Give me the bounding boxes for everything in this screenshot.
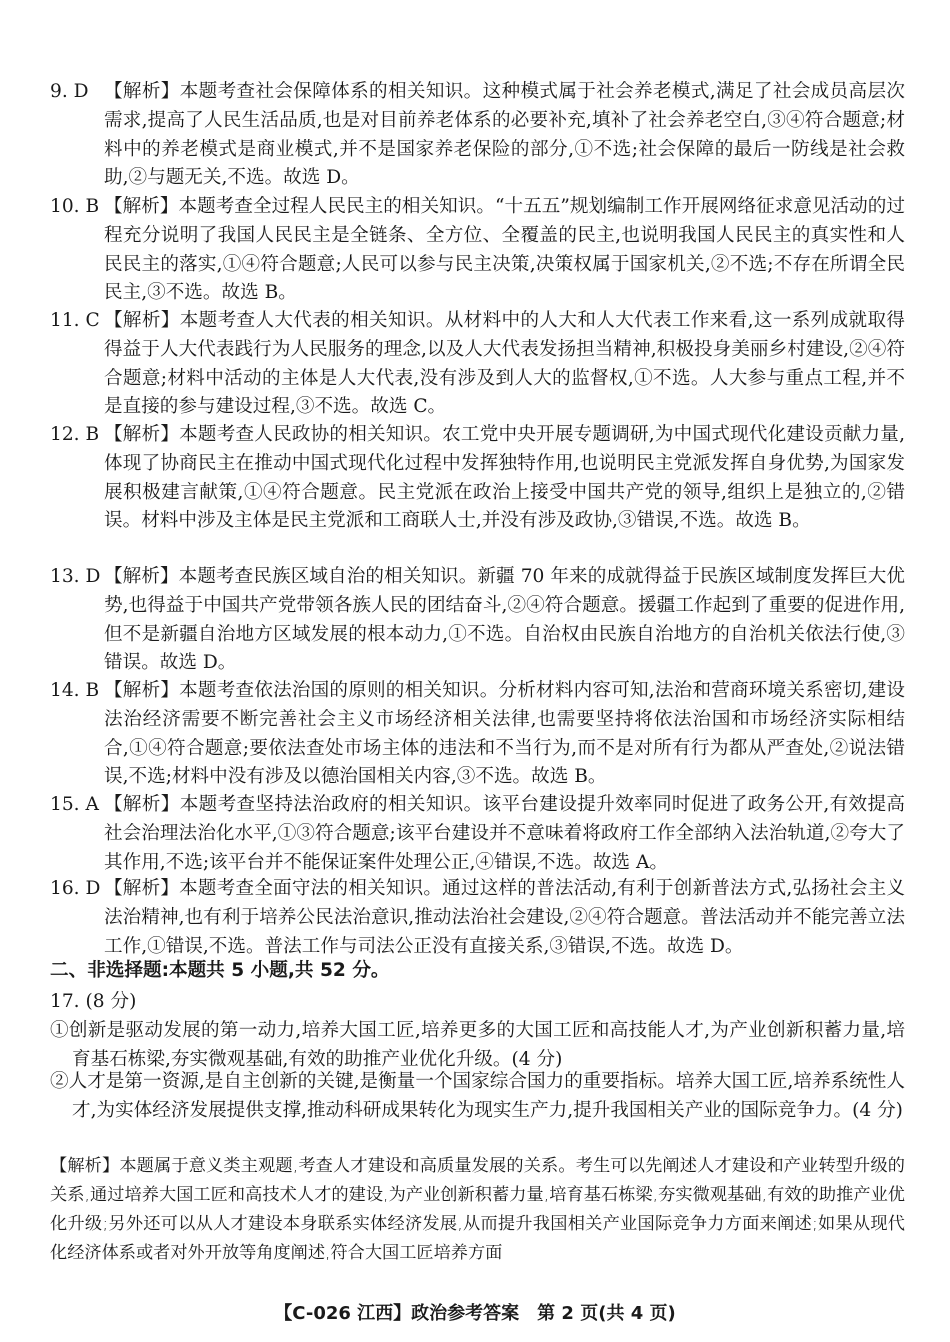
question-number: 11. C [50,310,100,331]
question-14 [50,677,905,792]
question-12 [50,421,905,536]
question-number: 16. D [50,878,101,899]
question-13 [50,563,905,678]
question-explanation: 【解析】本题考查依法治国的原则的相关知识。分析材料内容可知,法治和营商环境关系密切,建设法治经济需要不断完善社会主义市场经济相关法律,也需要坚持将依法治国和市场经济实际相结合,①④符合题意;要依法查处市场主体的违法和不当行为,而不是对所有行为都从严查处,②说法错误,不选;材料中没有涉及以德治国相关内容,③不选。故选 B。 [104,680,905,788]
question-17-heading: 17. (8 分) [50,991,137,1012]
question-explanation: 【解析】本题考查人民政协的相关知识。农工党中央开展专题调研,为中国式现代化建设贡献力量,体现了协商民主在推动中国式现代化过程中发挥独特作用,也说明民主党派发挥自身优势,为国家发展积极建言献策,①④符合题意。民主党派在政治上接受中国共产党的领导,组织上是独立的,②错误。材料中涉及主体是民主党派和工商联人士,并没有涉及政协,③错误,不选。故选 B。 [104,424,905,532]
question-11 [50,307,905,422]
question-explanation: 【解析】本题考查民族区域自治的相关知识。新疆 70 年来的成就得益于民族区域制度发挥巨大优势,也得益于中国共产党带领各族人民的团结奋斗,②④符合题意。援疆工作起到了重要的促进作用,但不是新疆自治地方区域发展的根本动力,①不选。自治权由民族自治地方的自治机关依法行使,③错误。故选 D。 [104,566,905,674]
question-number: 14. B [50,680,100,701]
question-explanation: 【解析】本题考查社会保障体系的相关知识。这种模式属于社会养老模式,满足了社会成员高层次需求,提高了人民生活品质,也是对目前养老体系的必要补充,填补了社会养老空白,③④符合题意;材料中的养老模式是商业模式,并不是国家养老保险的部分,①不选;社会保障的最后一防线是社会救助,②与题无关,不选。故选 D。 [104,81,905,189]
q17-answer-1: ①创新是驱动发展的第一动力,培养大国工匠,培养更多的大国工匠和高技能人才,为产业创新积蓄力量,培育基石栋梁,夯实微观基础,有效的助推产业优化升级。(4 分) [50,1020,905,1070]
question-number: 10. B [50,196,100,217]
question-explanation: 【解析】本题考查坚持法治政府的相关知识。该平台建设提升效率同时促进了政务公开,有效提高社会治理法治化水平,①③符合题意;该平台建设并不意味着将政府工作全部纳入法治轨道,②夸大了其作用,不选;该平台并不能保证案件处理公正,④错误,不选。故选 A。 [104,794,905,873]
question-15 [50,791,905,877]
question-explanation: 【解析】本题考查人大代表的相关知识。从材料中的人大和人大代表工作来看,这一系列成就取得得益于人大代表践行为人民服务的理念,以及人大代表发扬担当精神,积极投身美丽乡村建设,②④符合题意;材料中活动的主体是人大代表,没有涉及到人大的监督权,①不选。人大参与重点工程,并不是直接的参与建设过程,③不选。故选 C。 [104,310,905,418]
question-number: 12. B [50,424,100,445]
section-title: 二、非选择题:本题共 5 小题,共 52 分。 [50,960,390,981]
q17-analysis: 【解析】本题属于意义类主观题,考查人才建设和高质量发展的关系。考生可以先阐述人才建设和产业转型升级的关系,通过培养大国工匠和高技术人才的建设,为产业创新积蓄力量,培育基石栋梁,夯实微观基础,有效的助推产业优化升级;另外还可以从人才建设本身联系实体经济发展,从而提升我国相关产业国际竞争力方面来阐述;如果从现代化经济体系或者对外开放等角度阐述,符合大国工匠培养方面 [50,1156,905,1263]
q17-answer-2: ②人才是第一资源,是自主创新的关键,是衡量一个国家综合国力的重要指标。培养大国工匠,培养系统性人才,为实体经济发展提供支撑,推动科研成果转化为现实生产力,提升我国相关产业的国际竞争力。(4 分) [50,1071,905,1121]
question-16 [50,875,905,961]
question-number: 15. A [50,794,99,815]
question-number: 13. D [50,566,101,587]
question-10 [50,193,905,308]
question-number: 9. D [50,81,89,102]
question-explanation: 【解析】本题考查全过程人民民主的相关知识。“十五五”规划编制工作开展网络征求意见活动的过程充分说明了我国人民民主是全链条、全方位、全覆盖的民主,也说明我国人民民主的真实性和人民民主的落实,①④符合题意;人民可以参与民主决策,决策权属于国家机关,②不选;不存在所谓全民民主,③不选。故选 B。 [104,196,905,304]
page-footer: 【C-026 江西】政治参考答案 第 2 页(共 4 页) [274,1303,676,1324]
question-9 [50,78,905,193]
question-explanation: 【解析】本题考查全面守法的相关知识。通过这样的普法活动,有利于创新普法方式,弘扬社会主义法治精神,也有利于培养公民法治意识,推动法治社会建设,②④符合题意。普法活动并不能完善立法工作,①错误,不选。普法工作与司法公正没有直接关系,③错误,不选。故选 D。 [104,878,905,957]
